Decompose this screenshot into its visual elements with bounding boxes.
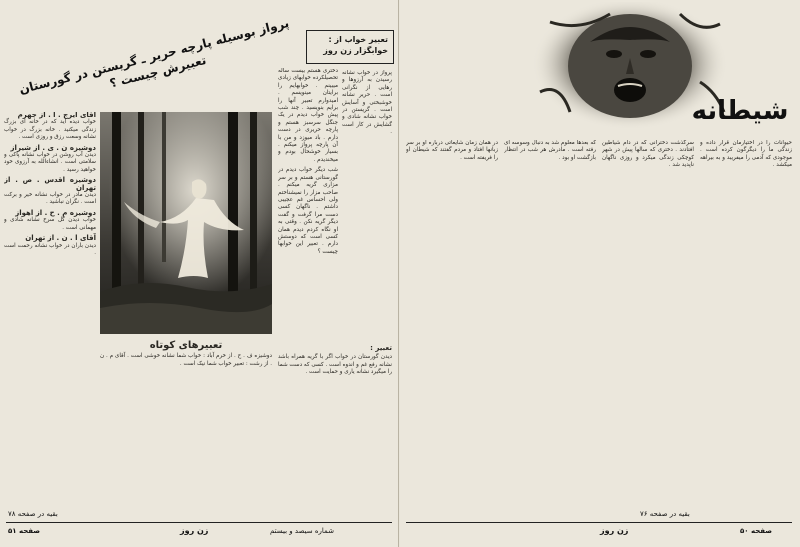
col-1-text: حیوانات را در اختیارمان قرار داده و زندگی ما را دیگرگون کرده است . موجودی که آدمی را میفریبد و به بیراهه میکشد . [700,140,792,169]
column-1 [700,140,792,510]
left-footer-rule [6,522,392,523]
outer-text-1: خواب دیده اید که در خانه ای بزرگ زندگی میکنید . خانه بزرگ در خواب نشانه وسعت رزق و روزی است . [4,119,96,141]
outer-intro-text: دیدن گورستان در خواب اگر با گریه همراه باشد نشانه رفع غم و اندوه است . کسی که دست شما را میگیرد نشانه یاری و حمایت است . [278,354,392,376]
right-footer-logo: زن روز [600,526,629,535]
headline: پرواز بوسیله پارچه حریر ـ گریستن در گورستان تعبیرش چیست ؟ [17,15,291,97]
intro-text: دختری هستم بیست ساله تحصیلکرده خوابهای زیادی میبینم . خوابهایم را برایتان مینویسم . امیدوارم تعبیر آنها را برایم بنویسید . چند شب پیش خواب دیدم در یک جنگل سرسبز هستم و پارچه حریری در دست دارم . باد میوزد و من با آن پارچه پرواز میکنم . بسیار خوشحال بودم و میخندیدم . [278,68,338,163]
short-text: دوشیزه ف . ح . از خرم آباد : خواب شما نشانه خوشی است . آقای م . ن . از رشت : تعبیر خواب شما نیک است . [100,353,272,367]
column-intro [278,68,338,338]
column-answer-lower [278,345,392,515]
col-3-text: که بعدها معلوم شد به دنبال وسوسه ای رفته است . مادرش هر شب در انتظار بازگشت او بود . [504,140,596,161]
right-footer-rule [406,522,792,523]
right-page-number: صفحه ۵۰ [740,527,773,535]
sub-heading-3: دوشیزه اقدس . ص . از تهران [4,176,96,192]
left-page [0,0,399,547]
answer-text: پرواز در خواب نشانه رسیدن به آرزوها و رهایی از نگرانی است . حریر نشانه خوشبختی و آسایش است . گریستن در خواب نشانه شادی و گشایش در کار است . [342,70,392,136]
col-2-text: سرگذشت دخترانی که در دام شیاطین افتادند . دختری که سالها پیش در شهر کوچکی زندگی میکرد و روزی ناگهان ناپدید شد . [602,140,694,169]
box-line-1: تعبیر خواب از : [328,35,388,44]
left-footer-logo: زن روز [180,526,209,535]
outer-text-2: دیدن آب روشن در خواب نشانه پاکی و سلامتی است . انشاءالله به آرزوی خود خواهید رسید . [4,152,96,173]
column-2 [602,140,694,510]
column-short-interpretations [100,340,272,515]
column-3 [504,140,596,510]
column-outer-left [4,112,96,512]
outer-text-4: خواب دیدن گل سرخ نشانه شادی و مهمانی است . [4,217,96,231]
col-4-text: در همان زمان شایعاتی درباره او بر سر زبانها افتاد و مردم گفتند که شیطان او را فریفته است . [406,140,498,161]
column-right-edge [342,70,392,340]
outer-text-3: دیدن مادر در خواب نشانه خیر و برکت است . نگران نباشید . [4,192,96,206]
sub-heading-2: دوشیزه ن . ی . از شیراز [10,143,96,152]
sub-heading-1: آقای ایرج . ا . از جهرم [17,112,96,119]
right-continue-note: بقیه در صفحه ۷۶ [640,510,690,518]
sub-heading-5: آقای ا . ن . از تهران [25,234,96,243]
column-4 [406,140,498,510]
left-issue-label: شماره سیصد و بیستم [270,527,334,535]
box-line-2: خوابگزار زن روز [323,46,388,55]
left-page-number: صفحه ۵۱ [8,527,41,535]
article-title: شیطانه [691,96,789,126]
left-continue-note: بقیه در صفحه ۷۸ [8,510,58,518]
answer-heading: تعبیر : [370,345,392,352]
outer-text-5: دیدن باران در خواب نشانه رحمت است . [4,242,96,256]
dream-interpreter-box [306,30,394,64]
sub-heading-4: دوشیزه م . ح . از اهواز [15,208,96,217]
short-heading: تعبیرهای کوتاه [149,340,223,351]
right-page [400,0,800,547]
middle-text: شب دیگر خواب دیدم در گورستانی هستم و بر سر مزاری گریه میکنم . صاحب مزار را نمیشناختم ولی احساس غم عجیبی داشتم . ناگهان کسی دست مرا گرفت و گفت دیگر گریه نکن . وقتی به او نگاه کردم دیدم همان کسی است که دوستش دارم . تعبیر این خوابها چیست ؟ [278,167,338,255]
woman-dancing-in-forest-photo [100,112,272,334]
